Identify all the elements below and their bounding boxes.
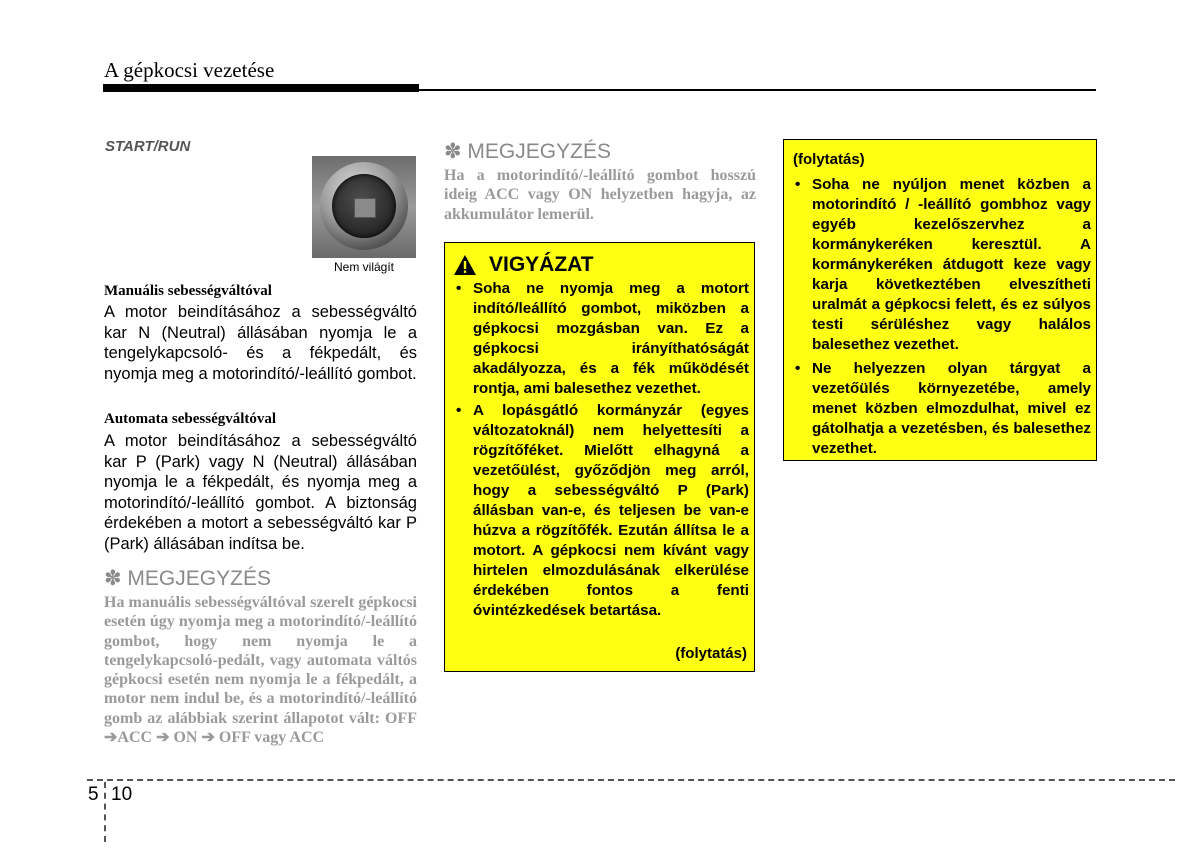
button-indicator xyxy=(354,198,376,218)
caution-box xyxy=(444,242,755,672)
photo-caption: Nem világít xyxy=(333,260,395,274)
header-rule-thick xyxy=(103,84,419,92)
caution-item: • A lopásgátló kormányzár (egyes változatoknál) nem helyettesíti a rögzítőféket. Mielőtt elhagyná a vezetőülést, győződjön meg arról, hogy a sebességváltó P (Park) állásban van-e, és teljesen be van-e húzva a rögzítőfék. Ezután állítsa le a motort. A gépkocsi nem kívánt vagy hirtelen elmozdulásának elkerülése érdekében fontos a fenti óvintézkedések betartása. xyxy=(456,402,749,619)
section-label: START/RUN xyxy=(105,138,191,155)
footer-rule xyxy=(87,779,1175,781)
middle-note-text: Ha a motorindító/-leállító gombot hosszú ideig ACC vagy ON helyzetben hagyja, az akkumulátor lemerül. xyxy=(444,167,756,223)
left-note-title: ✽ MEGJEGYZÉS xyxy=(104,567,271,590)
page-section-number: 5 xyxy=(88,784,99,805)
caution-continued: (folytatás) xyxy=(675,645,747,662)
caution-list-continued xyxy=(792,175,1091,463)
automatic-text: A motor beindításához a sebességváltó kar P (Park) vagy N (Neutral) állásában nyomja le a fékpedált, és nyomja meg a motorindító/-leállító gombot. A biztonság érdekében a motort a sebességváltó kar P (Park) állásában indítsa be. xyxy=(104,432,417,553)
header-rule-thin xyxy=(419,89,1096,91)
caution-item: • Soha ne nyomja meg a motort indító/leállító gombot, miközben a gépkocsi mozgásban van. Ez a gépkocsi irányíthatóságát akadályozza, és a fék működését rontja, ami balesethez vezethet. xyxy=(456,280,749,397)
caution-continued-top: (folytatás) xyxy=(793,151,865,168)
manual-heading: Manuális sebességváltóval xyxy=(104,283,272,299)
automatic-heading: Automata sebességváltóval xyxy=(104,411,277,427)
caution-item: • Ne helyezzen olyan tárgyat a vezetőülés környezetébe, amely menet közben elmozdulhat, mivel ez gátolhatja a vezetésben, és balesethez vezethet. xyxy=(795,360,1091,457)
caution-header xyxy=(453,253,594,277)
middle-note-title: ✽ MEGJEGYZÉS xyxy=(444,140,611,163)
footer-divider xyxy=(104,782,106,842)
warning-triangle-icon xyxy=(453,254,477,276)
caution-box-continued xyxy=(783,139,1097,461)
page-header-title: A gépkocsi vezetése xyxy=(104,58,275,82)
start-button-photo xyxy=(312,156,416,277)
caution-title: VIGYÁZAT xyxy=(489,253,594,276)
start-button-image xyxy=(312,156,416,258)
left-note-text: Ha manuális sebességváltóval szerelt gépkocsi esetén úgy nyomja meg a motorindító/-leállító gombot, hogy nem nyomja le a tengelykapcsoló-pedált, vagy automata váltós gépkocsi esetén nem nyomja le a fékpedált, a motor nem indul be, és a motorindító/-leállító gomb az alábbiak szerint állapotot vált: OFF ➔ACC ➔ ON ➔ OFF vagy ACC xyxy=(104,594,417,747)
page-number: 10 xyxy=(111,784,133,805)
caution-list xyxy=(453,279,749,623)
manual-text: A motor beindításához a sebességváltó kar N (Neutral) állásában nyomja le a tengelykapcsoló- és a fékpedált, és nyomja meg a motorindító/-leállító gombot. xyxy=(104,303,417,383)
caution-item: • Soha ne nyúljon menet közben a motorindító / -leállító gombhoz vagy egyéb kezelőszervhez a kormánykeréken keresztül. A kormánykeréken átdugott keze vagy karja következtében elveszítheti uralmát a gépkocsi felett, és ez súlyos testi sérüléshez vagy halálos balesethez vezethet. xyxy=(795,176,1091,353)
